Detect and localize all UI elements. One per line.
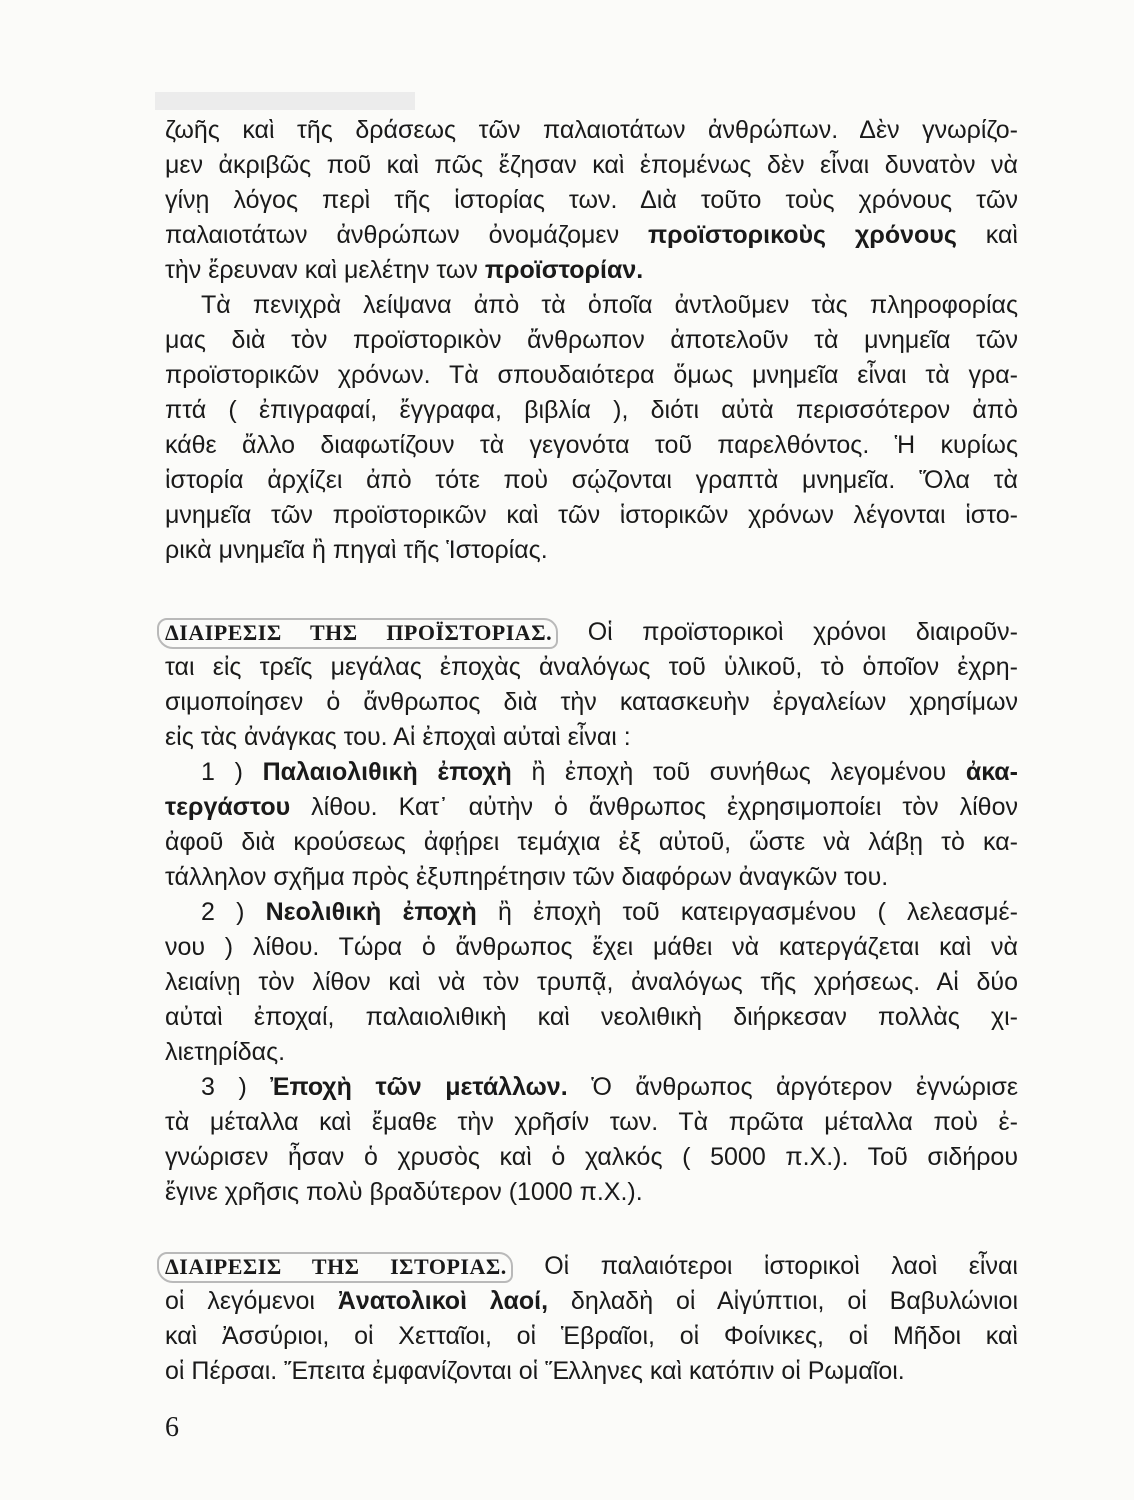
text-line bbox=[165, 218, 1018, 253]
text-run: οἱ Πέρσαι. Ἔπειτα ἐμφανίζονται οἱ Ἕλληνες καὶ κατόπιν οἱ Ρωμαῖοι. bbox=[165, 1357, 905, 1385]
text-run: πτά ( ἐπιγραφαί, ἔγγραφα, βιβλία ), διότι αὐτὰ περισσότερον ἀπὸ bbox=[165, 396, 1018, 424]
text-line bbox=[165, 288, 1018, 323]
text-line bbox=[165, 930, 1018, 965]
text-run: ται εἰς τρεῖς μεγάλας ἐποχὰς ἀναλόγως τοῦ ὑλικοῦ, τὸ ὁποῖον ἐχρη- bbox=[165, 653, 1018, 681]
text-run: οἱ λεγόμενοι bbox=[165, 1287, 338, 1315]
text-run: τὴν ἔρευναν καὶ μελέτην των bbox=[165, 256, 485, 284]
bold-term: τεργάστου bbox=[165, 793, 291, 821]
page-body bbox=[165, 113, 1018, 1389]
text-run: γίνῃ λόγος περὶ τῆς ἱστορίας των. Διὰ τοῦτο τοὺς χρόνους τῶν bbox=[165, 186, 1018, 214]
text-line bbox=[165, 965, 1018, 1000]
text-run: ζωῆς καὶ τῆς δράσεως τῶν παλαιοτάτων ἀνθρώπων. Δὲν γνωρίζο- bbox=[165, 116, 1018, 144]
text-run: λίθου. Κατ᾽ αὐτὴν ὁ ἄνθρωπος ἐχρησιμοποίει τὸν λίθον bbox=[290, 793, 1018, 821]
text-line bbox=[165, 498, 1018, 533]
bleed-through-shade bbox=[155, 92, 415, 110]
text-run: δηλαδὴ οἱ Αἰγύπτιοι, οἱ Βαβυλώνιοι bbox=[548, 1287, 1019, 1315]
text-line bbox=[165, 895, 1018, 930]
text-line bbox=[165, 685, 1018, 720]
text-run: καὶ bbox=[956, 221, 1018, 249]
text-line bbox=[165, 1000, 1018, 1035]
text-run: παλαιοτάτων ἀνθρώπων ὀνομάζομεν bbox=[165, 221, 649, 249]
text-run: σιμοποίησεν ὁ ἄνθρωπος διὰ τὴν κατασκευὴν ἐργαλείων χρησίμων bbox=[165, 688, 1018, 716]
text-line bbox=[165, 1175, 1018, 1210]
text-run: Οἱ παλαιότεροι ἱστορικοὶ λαοὶ εἶναι bbox=[512, 1252, 1018, 1280]
paragraph bbox=[165, 615, 1018, 755]
text-run: ἱστορία ἀρχίζει ἀπὸ τότε ποὺ σῴζονται γραπτὰ μνημεῖα. Ὅλα τὰ bbox=[165, 466, 1018, 494]
text-line bbox=[165, 790, 1018, 825]
text-line bbox=[165, 113, 1018, 148]
text-line bbox=[165, 720, 1018, 755]
text-run: μεν ἀκριβῶς ποῦ καὶ πῶς ἔζησαν καὶ ἑπομένως δὲν εἶναι δυνατὸν νὰ bbox=[165, 151, 1018, 179]
text-line bbox=[165, 358, 1018, 393]
text-run: τάλληλον σχῆμα πρὸς ἐξυπηρέτησιν τῶν διαφόρων ἀναγκῶν του. bbox=[165, 863, 889, 891]
text-run: αὐταὶ ἐποχαί, παλαιολιθικὴ καὶ νεολιθικὴ διήρκεσαν πολλὰς χι- bbox=[165, 1003, 1018, 1031]
text-run: λιετηρίδας. bbox=[165, 1038, 286, 1066]
text-run: τὰ μέταλλα καὶ ἔμαθε τὴν χρῆσίν των. Τὰ πρῶτα μέταλλα ποὺ ἐ- bbox=[165, 1108, 1018, 1136]
text-line bbox=[165, 755, 1018, 790]
text-line bbox=[165, 650, 1018, 685]
text-run: ἔγινε χρῆσις πολὺ βραδύτερον (1000 π.Χ.). bbox=[165, 1178, 643, 1206]
text-run: 3 ) bbox=[201, 1073, 271, 1101]
text-run: λειαίνῃ τὸν λίθον καὶ νὰ τὸν τρυπᾷ, ἀναλόγως τῆς χρήσεως. Αἱ δύο bbox=[165, 968, 1018, 996]
text-run: ἢ ἐποχὴ τοῦ συνήθως λεγομένου bbox=[511, 758, 966, 786]
page-number: 6 bbox=[165, 1412, 179, 1443]
text-line bbox=[165, 533, 1018, 568]
text-line bbox=[165, 148, 1018, 183]
text-line bbox=[165, 1105, 1018, 1140]
text-run: προϊστορικῶν χρόνων. Τὰ σπουδαιότερα ὅμως μνημεῖα εἶναι τὰ γρα- bbox=[165, 361, 1018, 389]
paragraph bbox=[165, 113, 1018, 288]
section-heading: ΔΙΑΙΡΕΣΙΣ ΤΗΣ ΙΣΤΟΡΙΑΣ. bbox=[157, 1252, 513, 1283]
text-line bbox=[165, 393, 1018, 428]
text-line bbox=[165, 1354, 1018, 1389]
text-line bbox=[165, 1140, 1018, 1175]
text-line bbox=[165, 1284, 1018, 1319]
text-line bbox=[165, 323, 1018, 358]
text-run: ἢ ἐποχὴ τοῦ κατειργασμένου ( λελεασμέ- bbox=[476, 898, 1019, 926]
text-run: ρικὰ μνημεῖα ἢ πηγαὶ τῆς Ἱστορίας. bbox=[165, 536, 548, 564]
bold-term: Ἀνατολικοὶ λαοί, bbox=[337, 1287, 549, 1315]
text-run: 2 ) bbox=[201, 898, 266, 926]
bold-term: προϊστορίαν. bbox=[484, 256, 644, 284]
text-run: ἀφοῦ διὰ κρούσεως ἀφῄρει τεμάχια ἐξ αὐτοῦ, ὥστε νὰ λάβῃ τὸ κα- bbox=[165, 828, 1018, 856]
text-run: Τὰ πενιχρὰ λείψανα ἀπὸ τὰ ὁποῖα ἀντλοῦμεν τὰς πληροφορίας bbox=[201, 291, 1018, 319]
text-line bbox=[165, 1070, 1018, 1105]
text-run: κάθε ἄλλο διαφωτίζουν τὰ γεγονότα τοῦ παρελθόντος. Ἡ κυρίως bbox=[165, 431, 1018, 459]
text-line bbox=[165, 1035, 1018, 1070]
text-run: Οἱ προϊστορικοὶ χρόνοι διαιροῦν- bbox=[558, 618, 1018, 646]
text-line bbox=[165, 615, 1018, 650]
bold-term: ἀκα- bbox=[965, 758, 1019, 786]
paragraph bbox=[165, 1249, 1018, 1389]
text-line bbox=[165, 860, 1018, 895]
paragraph bbox=[165, 895, 1018, 1070]
text-run: Ὁ ἄνθρωπος ἀργότερον ἐγνώρισε bbox=[567, 1073, 1018, 1101]
bold-term: Νεολιθικὴ ἐποχὴ bbox=[265, 898, 477, 926]
text-run: 1 ) bbox=[201, 758, 263, 786]
paragraph bbox=[165, 288, 1018, 568]
section-heading: ΔΙΑΙΡΕΣΙΣ ΤΗΣ ΠΡΟΪΣΤΟΡΙΑΣ. bbox=[157, 618, 558, 649]
text-run: γνώρισεν ἦσαν ὁ χρυσὸς καὶ ὁ χαλκός ( 5000 π.Χ.). Τοῦ σιδήρου bbox=[165, 1143, 1018, 1171]
text-line bbox=[165, 463, 1018, 498]
paragraph bbox=[165, 1070, 1018, 1210]
text-run: νου ) λίθου. Τώρα ὁ ἄνθρωπος ἔχει μάθει νὰ κατεργάζεται καὶ νὰ bbox=[165, 933, 1018, 961]
text-line bbox=[165, 253, 1018, 288]
bold-term: Ἐποχὴ τῶν μετάλλων. bbox=[270, 1073, 568, 1101]
text-line bbox=[165, 825, 1018, 860]
text-run: μας διὰ τὸν προϊστορικὸν ἄνθρωπον ἀποτελοῦν τὰ μνημεῖα τῶν bbox=[165, 326, 1018, 354]
text-line bbox=[165, 1249, 1018, 1284]
text-line bbox=[165, 183, 1018, 218]
paragraph bbox=[165, 755, 1018, 895]
text-run: καὶ Ἀσσύριοι, οἱ Χετταῖοι, οἱ Ἑβραῖοι, οἱ Φοίνικες, οἱ Μῆδοι καὶ bbox=[165, 1322, 1018, 1350]
bold-term: Παλαιολιθικὴ ἐποχὴ bbox=[262, 758, 512, 786]
text-line bbox=[165, 428, 1018, 463]
text-run: μνημεῖα τῶν προϊστορικῶν καὶ τῶν ἱστορικῶν χρόνων λέγονται ἱστο- bbox=[165, 501, 1018, 529]
text-line bbox=[165, 1319, 1018, 1354]
text-run: εἰς τὰς ἀνάγκας του. Αἱ ἐποχαὶ αὐταὶ εἶναι : bbox=[165, 723, 631, 751]
bold-term: προϊστορικοὺς χρόνους bbox=[648, 221, 957, 249]
